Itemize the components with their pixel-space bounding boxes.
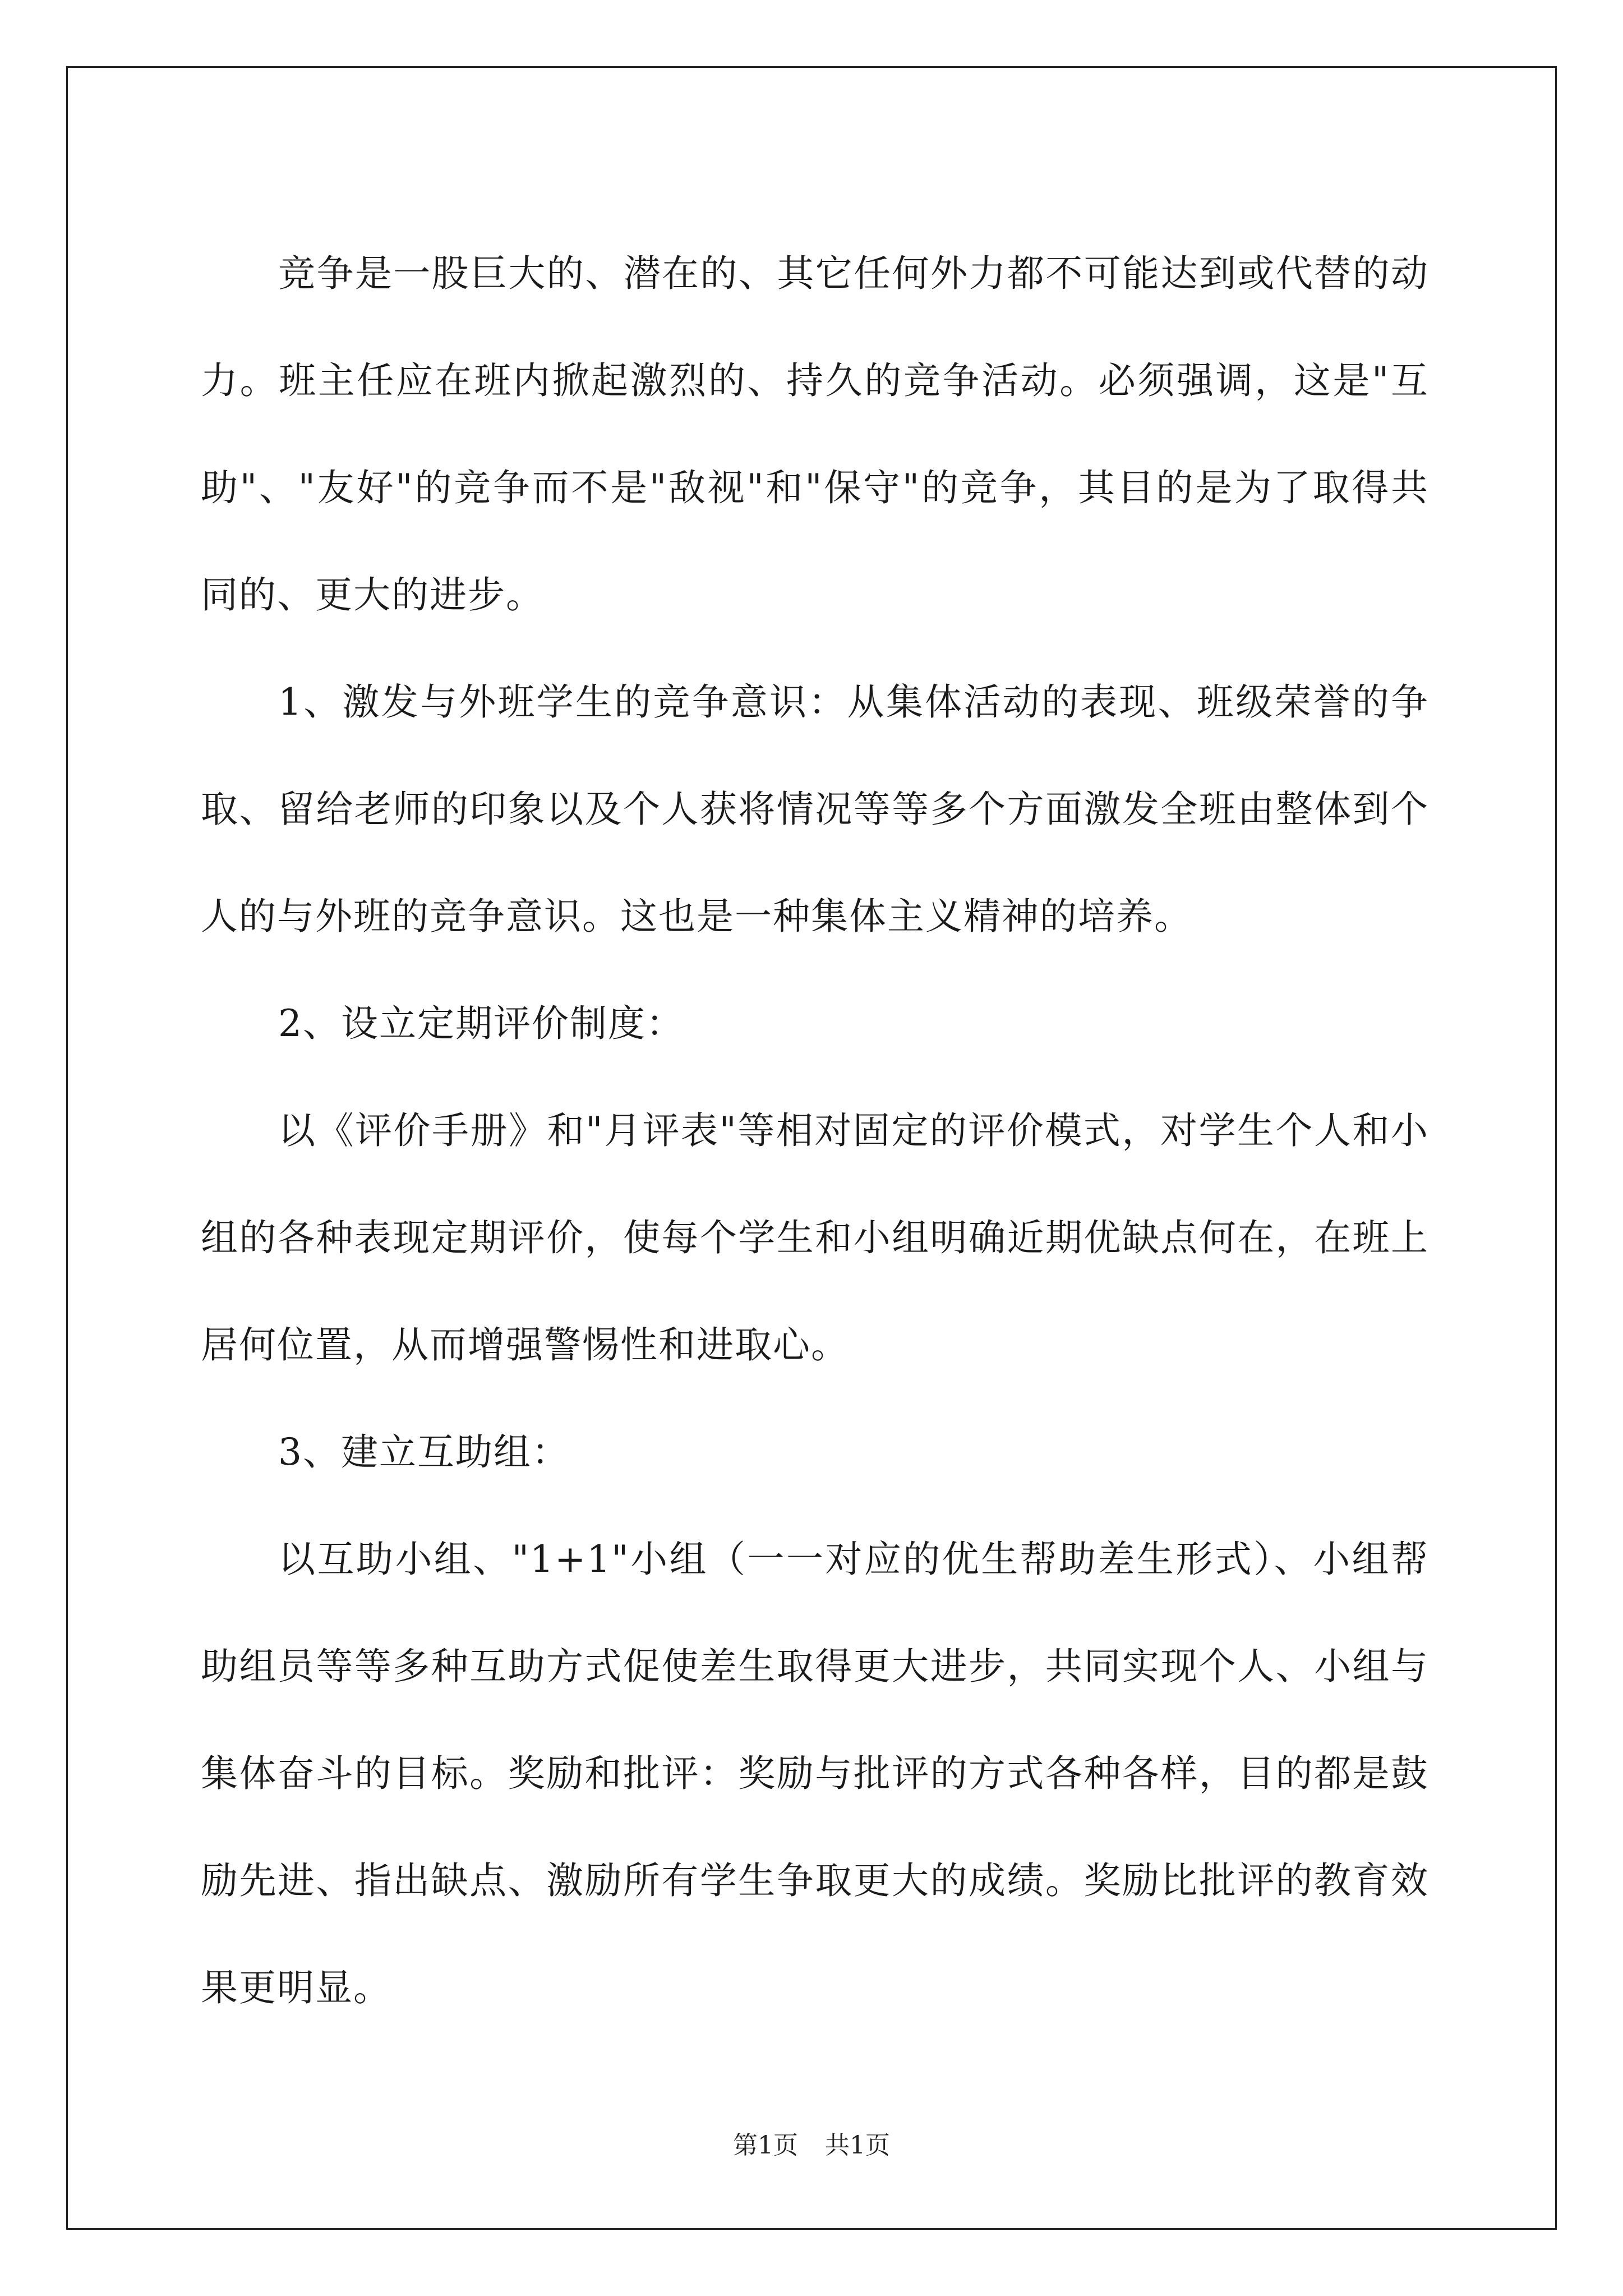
- page-footer: [0, 2129, 1623, 2162]
- page-number-total: 共1页: [825, 2131, 890, 2160]
- paragraph-item-3-body: 以互助小组、"1+1"小组（一一对应的优生帮助差生形式）、小组帮助组员等等多种互助方式促使差生取得更大进步，共同实现个人、小组与集体奋斗的目标。奖励和批评：奖励与批评的方式各种各样，目的都是鼓励先进、指出缺点、激励所有学生争取更大的成绩。奖励比批评的教育效果更明显。: [201, 1538, 1429, 2009]
- paragraph-intro: 竞争是一股巨大的、潜在的、其它任何外力都不可能达到或代替的动力。班主任应在班内掀起激烈的、持久的竞争活动。必须强调，这是"互助"、"友好"的竞争而不是"敌视"和"保守"的竞争，其目的是为了取得共同的、更大的进步。: [201, 252, 1429, 616]
- document-body: [201, 220, 1429, 2041]
- paragraph-item-2-body: 以《评价手册》和"月评表"等相对固定的评价模式，对学生个人和小组的各种表现定期评价，使每个学生和小组明确近期优缺点何在，在班上居何位置，从而增强警惕性和进取心。: [201, 1109, 1429, 1366]
- paragraph-item-1: 1、激发与外班学生的竞争意识：从集体活动的表现、班级荣誉的争取、留给老师的印象以及个人获将情况等等多个方面激发全班由整体到个人的与外班的竞争意识。这也是一种集体主义精神的培养。: [201, 680, 1429, 938]
- paragraph-item-2-heading: 2、设立定期评价制度：: [278, 1002, 684, 1045]
- paragraph-item-3-heading: 3、建立互助组：: [278, 1430, 570, 1474]
- page-number-current: 第1页: [733, 2131, 798, 2160]
